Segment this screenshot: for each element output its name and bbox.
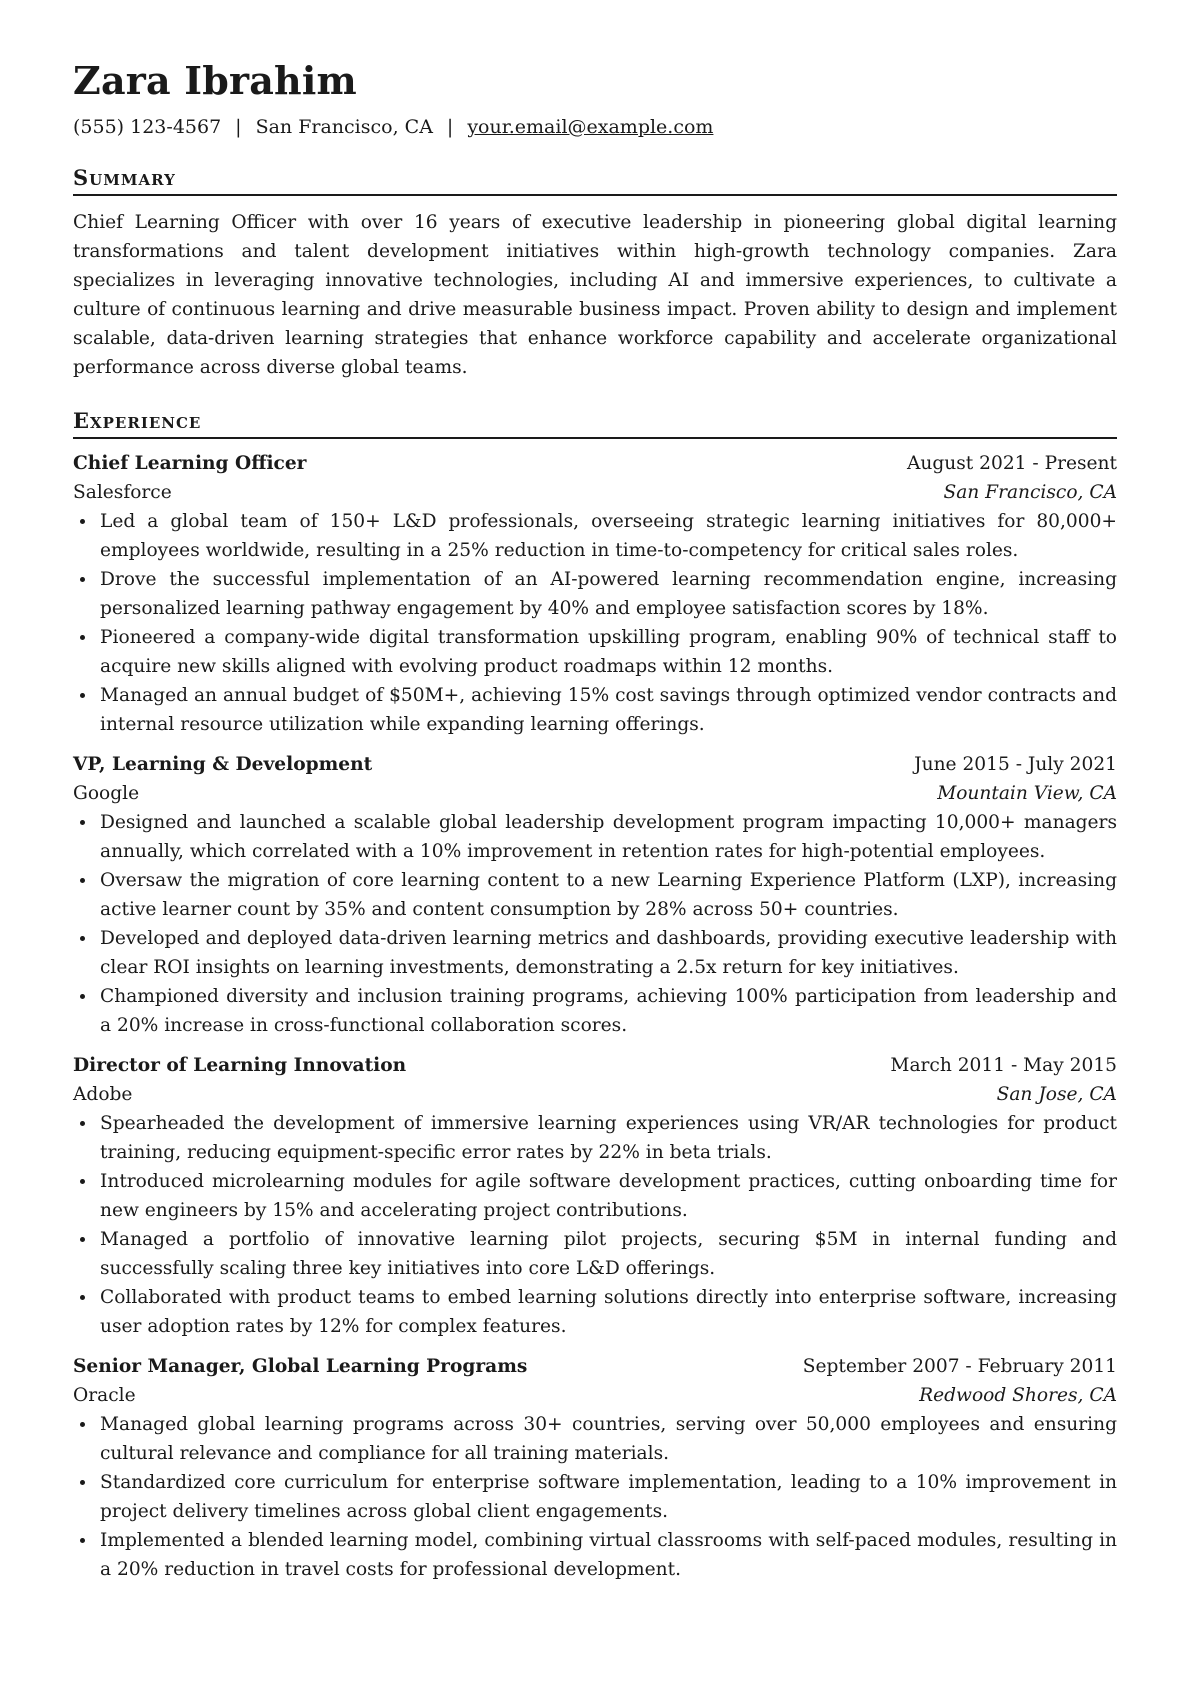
bullet-item: Oversaw the migration of core learning content to a new Learning Experience Platform (LXP), increasing active learner count by 35% and content consumption by 28% across 50+ countries. — [73, 866, 1117, 924]
job-bullets — [73, 1410, 1117, 1584]
job-dates: August 2021 - Present — [906, 452, 1117, 474]
bullet-item: Managed an annual budget of $50M+, achieving 15% cost savings through optimized vendor contracts and internal resource utilization while expanding learning offerings. — [73, 681, 1117, 739]
job-location: San Francisco, CA — [943, 481, 1117, 503]
job-bullets — [73, 1109, 1117, 1341]
bullet-item: Drove the successful implementation of an AI-powered learning recommendation engine, increasing personalized learning pathway engagement by 40% and employee satisfaction scores by 18%. — [73, 565, 1117, 623]
experience-section — [73, 408, 1117, 1584]
bullet-item: Designed and launched a scalable global leadership development program impacting 10,000+ managers annually, which correlated with a 10% improvement in retention rates for high-potential employees. — [73, 808, 1117, 866]
bullet-item: Standardized core curriculum for enterprise software implementation, leading to a 10% improvement in project delivery timelines across global client engagements. — [73, 1468, 1117, 1526]
summary-section — [73, 165, 1117, 382]
phone-number: (555) 123-4567 — [73, 115, 222, 138]
bullet-item: Led a global team of 150+ L&D professionals, overseeing strategic learning initiatives for 80,000+ employees worldwide, resulting in a 25% reduction in time-to-competency for critical sales roles. — [73, 507, 1117, 565]
summary-heading: Summary — [73, 165, 1117, 196]
job-title: Chief Learning Officer — [73, 452, 307, 474]
job-company: Google — [73, 782, 140, 804]
job-entry — [73, 449, 1117, 739]
job-title-row — [73, 750, 1117, 779]
job-company: Adobe — [73, 1083, 133, 1105]
job-title-row — [73, 1352, 1117, 1381]
job-title-row — [73, 449, 1117, 478]
contact-separator: | — [235, 115, 242, 138]
bullet-item: Collaborated with product teams to embed learning solutions directly into enterprise software, increasing user adoption rates by 12% for complex features. — [73, 1283, 1117, 1341]
job-title: Senior Manager, Global Learning Programs — [73, 1355, 528, 1377]
job-company: Salesforce — [73, 481, 172, 503]
bullet-item: Managed a portfolio of innovative learning pilot projects, securing $5M in internal funding and successfully scaling three key initiatives into core L&D offerings. — [73, 1225, 1117, 1283]
job-entry — [73, 750, 1117, 1040]
job-location: Redwood Shores, CA — [919, 1384, 1117, 1406]
job-dates: June 2015 - July 2021 — [914, 753, 1117, 775]
experience-heading: Experience — [73, 408, 1117, 439]
bullet-item: Managed global learning programs across 30+ countries, serving over 50,000 employees and ensuring cultural relevance and compliance for all training materials. — [73, 1410, 1117, 1468]
job-bullets — [73, 507, 1117, 739]
job-location: Mountain View, CA — [937, 782, 1117, 804]
email-link[interactable]: your.email@example.com — [467, 115, 714, 138]
job-dates: March 2011 - May 2015 — [890, 1054, 1117, 1076]
job-company-row — [73, 478, 1117, 507]
job-dates: September 2007 - February 2011 — [802, 1355, 1117, 1377]
job-title: VP, Learning & Development — [73, 753, 373, 775]
bullet-item: Introduced microlearning modules for agile software development practices, cutting onboarding time for new engineers by 15% and accelerating project contributions. — [73, 1167, 1117, 1225]
contact-separator: | — [446, 115, 454, 138]
bullet-item: Championed diversity and inclusion training programs, achieving 100% participation from leadership and a 20% increase in cross-functional collaboration scores. — [73, 982, 1117, 1040]
job-bullets — [73, 808, 1117, 1040]
resume-header — [73, 60, 1117, 139]
summary-text: Chief Learning Officer with over 16 years of executive leadership in pioneering global digital learning transformations and talent development initiatives within high-growth technology companies. Zara specializes in leveraging innovative technologies, including AI and immersive experiences, to cultivate a culture of continuous learning and drive measurable business impact. Proven ability to design and implement scalable, data-driven learning strategies that enhance workforce capability and accelerate organizational performance across diverse global teams. — [73, 211, 1117, 378]
candidate-name: Zara Ibrahim — [73, 58, 357, 103]
job-company-row — [73, 779, 1117, 808]
job-company-row — [73, 1381, 1117, 1410]
job-title-row — [73, 1051, 1117, 1080]
contact-location: San Francisco, CA — [255, 115, 433, 138]
contact-line — [73, 116, 1117, 139]
job-entry — [73, 1051, 1117, 1341]
bullet-item: Spearheaded the development of immersive learning experiences using VR/AR technologies for product training, reducing equipment-specific error rates by 22% in beta trials. — [73, 1109, 1117, 1167]
job-entry — [73, 1352, 1117, 1584]
job-company-row — [73, 1080, 1117, 1109]
bullet-item: Developed and deployed data-driven learning metrics and dashboards, providing executive leadership with clear ROI insights on learning investments, demonstrating a 2.5x return for key initiatives. — [73, 924, 1117, 982]
job-title: Director of Learning Innovation — [73, 1054, 407, 1076]
bullet-item: Pioneered a company-wide digital transformation upskilling program, enabling 90% of technical staff to acquire new skills aligned with evolving product roadmaps within 12 months. — [73, 623, 1117, 681]
job-location: San Jose, CA — [996, 1083, 1117, 1105]
bullet-item: Implemented a blended learning model, combining virtual classrooms with self-paced modules, resulting in a 20% reduction in travel costs for professional development. — [73, 1526, 1117, 1584]
job-company: Oracle — [73, 1384, 136, 1406]
